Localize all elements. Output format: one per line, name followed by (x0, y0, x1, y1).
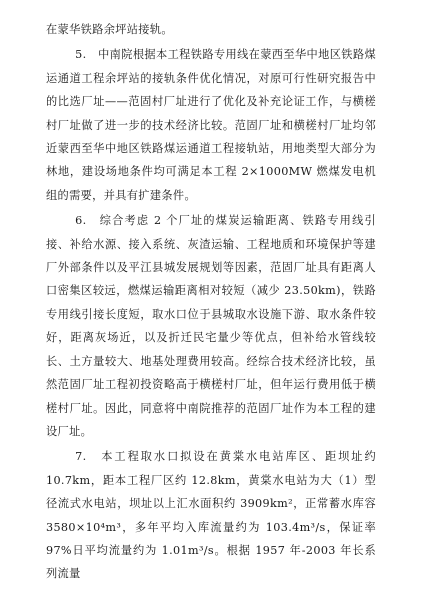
document-page (46, 18, 376, 586)
paragraph-continuation: 在蒙华铁路余坪站接轨。 (46, 23, 173, 36)
paragraph-item-7: 7. 本工程取水口拟设在黄棠水电站库区、距坝址约 10.7km，距本工程厂区约 12.8km，黄棠水电站为大（1）型径流式水电站，坝址以上汇水面积约 3909km²，正常蓄水库容 3580×10⁴m³，多年平均入库流量约为 103.4m³/s，保证率 97%日平均流量约为 1.01m³/s。根据 1957 年-2003 年长系列流量 (46, 450, 376, 581)
paragraph-item-5: 5. 中南院根据本工程铁路专用线在蒙西至华中地区铁路煤运通道工程余坪站的接轨条件优化情况，对原可行性研究报告中的比选厂址——范固村厂址进行了优化及补充论证工作，与横槎村厂址做了进一步的技术经济比较。范固厂址和横槎村厂址均邻近蒙西至华中地区铁路煤运通道工程接轨站，用地类型大部分为林地，建设场地条件均可满足本工程 2×1000MW 燃煤发电机组的需要，并具有扩建条件。 (46, 48, 376, 202)
paragraph-item-6: 6. 综合考虑 2 个厂址的煤炭运输距离、铁路专用线引接、补给水源、接入系统、灰渣运输、工程地质和环境保护等建厂外部条件以及平江县城发展规划等因素，范固厂址具有距离人口密集区较远，燃煤运输距离相对较短（减少 23.50km)，铁路专用线引接长度短，取水口位于县城取水设施下游、取水条件较好，距离灰场近，以及折迁民宅量少等优点，但补给水管线较长、土方量较大、地基处理费用较高。经综合技术经济比较，虽然范固厂址工程初投资略高于横槎村厂址，但年运行费用低于横槎村厂址。因此，同意将中南院推荐的范固厂址作为本工程的建设厂址。 (46, 214, 376, 438)
